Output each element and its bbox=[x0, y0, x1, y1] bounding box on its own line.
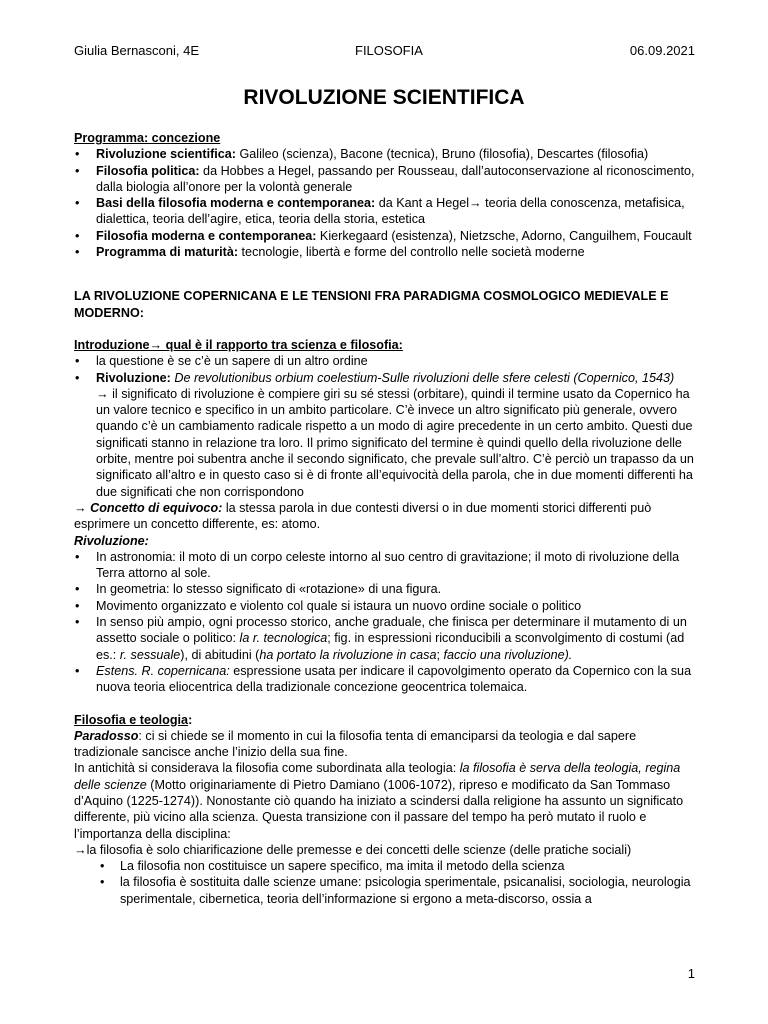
item-label: Programma di maturità: bbox=[96, 245, 239, 260]
item-text: tecnologie, libertà e forme del controllo nelle società moderne bbox=[238, 245, 585, 260]
chiarificazione-line: →la filosofia è solo chiarificazione delle premesse e dei concetti delle scienze (delle pratiche sociali) bbox=[74, 842, 632, 857]
item-text: ; bbox=[436, 647, 444, 662]
item-text: ), di abitudini ( bbox=[180, 647, 260, 662]
list-item bbox=[74, 195, 696, 228]
document-title: RIVOLUZIONE SCIENTIFICA bbox=[243, 86, 525, 109]
item-text: De revolutionibus orbium coelestium-Sulle rivoluzioni delle sfere celesti (Copernico, 1543) bbox=[170, 370, 675, 385]
introduzione-heading: Introduzione→ qual è il rapporto tra scienza e filosofia: bbox=[74, 337, 403, 352]
subject-label: FILOSOFIA bbox=[355, 43, 423, 58]
document-body bbox=[74, 130, 696, 907]
bullet-icon: • bbox=[75, 549, 80, 564]
heading-text: Filosofia e teologia bbox=[74, 712, 189, 727]
list-item bbox=[74, 146, 696, 162]
list-item bbox=[74, 370, 696, 500]
item-label: Rivoluzione scientifica: bbox=[96, 147, 236, 162]
list-item bbox=[74, 163, 696, 196]
bullet-icon: • bbox=[75, 245, 80, 260]
paradosso-text: : ci si chiede se il momento in cui la filosofia tenta di emanciparsi da teologia e dal sapere tradizionale sancisce anche l’inizio della sua fine. bbox=[74, 728, 637, 760]
item-text: ; fig. in espressioni riconducibili a sconvolgimento di costumi (ad es.: bbox=[96, 631, 685, 662]
item-label: Filosofia politica: bbox=[96, 163, 200, 178]
item-text: Movimento organizzato e violento col quale si istaura un nuovo ordine sociale o politico bbox=[96, 598, 582, 613]
equivoco-label: → Concetto di equivoco: bbox=[74, 500, 223, 515]
list-item bbox=[74, 549, 696, 582]
list-item bbox=[74, 581, 696, 597]
rivoluzione-explanation: → il significato di rivoluzione è compiere giri su sé stessi (orbitare), quindi il termine usato da Copernico ha un valore tecnico e specifico in un ambito particolare. C’è invece un altro significato più generale, ovvero quando c’è un cambiamento radicale rispetto a un modo di agire precedente in un certo ambito. Questi due significati stanno in relazione tra loro. Il primo significato del termine è quindi quello della rivoluzione delle orbite, mentre poi subentra anche il secondo significato, che prevale sull’altro. C’è perciò un trapasso da un significato all’altro e in questo caso si è di fronte all’equivocità della parola, che in due momenti differenti ha due significati che non corrispondono bbox=[96, 386, 694, 499]
heading-colon: : bbox=[188, 712, 193, 727]
rivoluzione-subheading: Rivoluzione: bbox=[74, 533, 149, 548]
list-item bbox=[74, 228, 696, 244]
list-item bbox=[74, 663, 696, 696]
item-text: da Hobbes a Hegel, passando per Rousseau, dall’autoconservazione al riconoscimento, dalla biologia all’onore per la volontà generale bbox=[96, 163, 695, 194]
introduzione-list bbox=[74, 353, 696, 500]
paragraph-text: In antichità si considerava la filosofia come subordinata alla teologia: bbox=[74, 761, 460, 776]
item-label: Rivoluzione: bbox=[96, 370, 171, 385]
item-text: la questione è se c’è un sapere di un altro ordine bbox=[96, 354, 368, 369]
bullet-icon: • bbox=[75, 163, 80, 178]
list-item bbox=[74, 874, 696, 907]
author-name: Giulia Bernasconi, 4E bbox=[74, 43, 200, 58]
list-item bbox=[74, 353, 696, 369]
programma-heading: Programma: concezione bbox=[74, 131, 221, 145]
bullet-icon: • bbox=[75, 582, 80, 597]
bullet-icon: • bbox=[75, 663, 80, 678]
list-item bbox=[74, 614, 696, 663]
bullet-icon: • bbox=[75, 196, 80, 211]
item-text: faccio una rivoluzione). bbox=[443, 647, 573, 662]
page-number: 1 bbox=[687, 966, 695, 981]
equivoco-paragraph bbox=[74, 500, 696, 533]
paragraph-text: (Motto originariamente di Pietro Damiano (1006-1072), ripreso e modificato da San Tommaso d’Aquino (1225-1274)). Nonostante ciò quando ha iniziato a scindersi dalla religione ha assunto un significato differente, più vicino alla scienza. Questa transizione con il passare del tempo ha però mutato il ruolo e l’importanza della disciplina: bbox=[74, 777, 684, 841]
rivoluzione-definitions bbox=[74, 549, 696, 696]
paragraph-quote: la filosofia è serva della teologia, regina delle scienze bbox=[74, 761, 681, 792]
bullet-icon: • bbox=[75, 354, 80, 369]
item-text: espressione usata per indicare il capovolgimento operato da Copernico con la sua nuova teoria eliocentrica della tradizionale concezione geocentrica tolemaica. bbox=[96, 663, 692, 695]
item-text: da Kant a Hegel→ teoria della conoscenza, metafisica, dialettica, teoria dell’agire, etica, teoria della storia, estetica bbox=[96, 196, 685, 227]
list-item bbox=[74, 244, 696, 260]
item-label: Estens. R. copernicana: bbox=[96, 663, 230, 678]
antichita-paragraph bbox=[74, 760, 696, 841]
bullet-icon: • bbox=[75, 228, 80, 243]
item-text: r. sessuale bbox=[119, 647, 181, 662]
bullet-icon: • bbox=[75, 147, 80, 162]
item-text: La filosofia non costituisce un sapere specifico, ma imita il metodo della scienza bbox=[120, 859, 565, 874]
filosofia-teologia-heading bbox=[74, 712, 696, 728]
bullet-icon: • bbox=[100, 875, 105, 890]
bullet-icon: • bbox=[75, 615, 80, 630]
item-text: la r. tecnologica bbox=[239, 631, 328, 646]
item-text: In senso più ampio, ogni processo storico, anche graduale, che finisca per determinare il mutamento di un assetto sociale o politico: bbox=[96, 615, 687, 646]
list-item bbox=[74, 598, 696, 614]
programma-list bbox=[74, 146, 696, 260]
equivoco-text: la stessa parola in due contesti diversi o in due momenti storici differenti può esprimere un concetto differente, es: atomo. bbox=[74, 500, 652, 532]
filosofia-sublist bbox=[74, 858, 696, 907]
bullet-icon: • bbox=[75, 370, 80, 385]
item-text: In astronomia: il moto di un corpo celeste intorno al suo centro di gravitazione; il moto di rivoluzione della Terra attorno al sole. bbox=[96, 549, 680, 581]
section-heading-copernicana: LA RIVOLUZIONE COPERNICANA E LE TENSIONI FRA PARADIGMA COSMOLOGICO MEDIEVALE E MODERNO: bbox=[74, 289, 669, 320]
item-text: In geometria: lo stesso significato di «rotazione» di una figura. bbox=[96, 582, 442, 597]
page-header bbox=[74, 43, 695, 61]
item-label: Filosofia moderna e contemporanea: bbox=[96, 228, 317, 243]
list-item bbox=[74, 858, 696, 874]
item-text: la filosofia è sostituita dalle scienze umane: psicologia sperimentale, psicanalisi, sociologia, neurologia sperimentale, cibernetica, teoria dell’informazione si ergono a meta-discorso, ossia a bbox=[120, 875, 691, 906]
item-text: ha portato la rivoluzione in casa bbox=[259, 647, 437, 662]
item-text: Galileo (scienza), Bacone (tecnica), Bruno (filosofia), Descartes (filosofia) bbox=[235, 147, 649, 162]
item-text: Kierkegaard (esistenza), Nietzsche, Adorno, Canguilhem, Foucault bbox=[316, 228, 692, 243]
paradosso-paragraph bbox=[74, 728, 696, 761]
item-label: Basi della filosofia moderna e contemporanea: bbox=[96, 196, 376, 211]
document-date: 06.09.2021 bbox=[629, 43, 695, 58]
paradosso-label: Paradosso bbox=[74, 728, 139, 743]
bullet-icon: • bbox=[75, 598, 80, 613]
bullet-icon: • bbox=[100, 859, 105, 874]
